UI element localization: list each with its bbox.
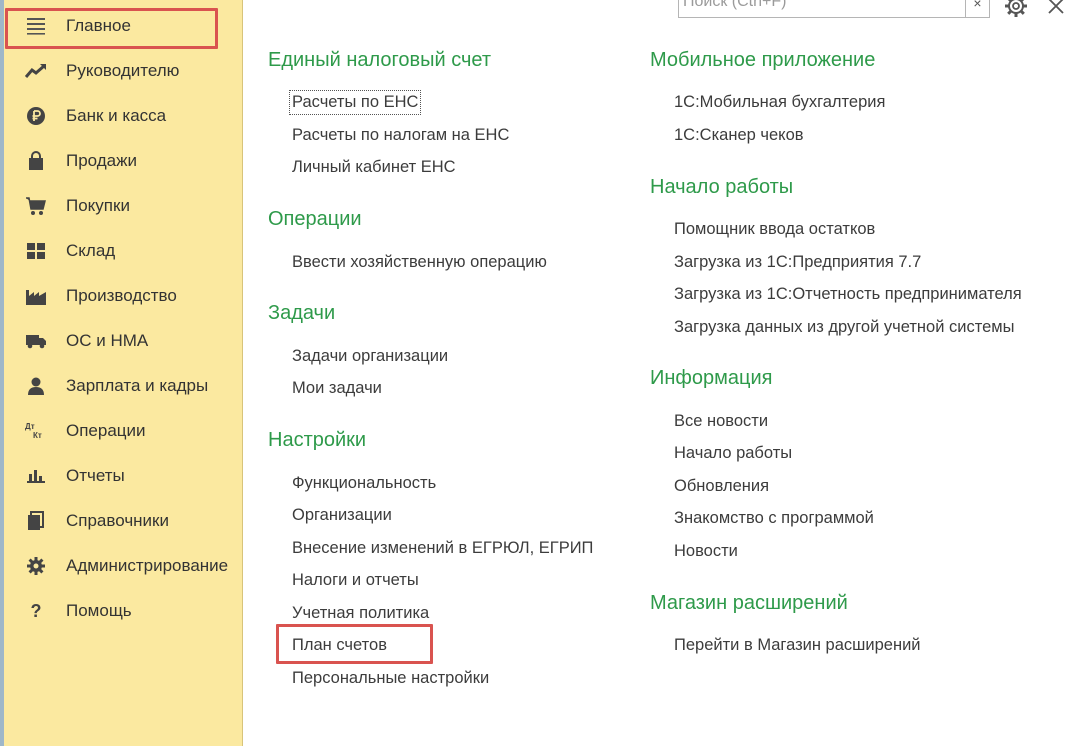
trend-chart-icon: [25, 61, 47, 81]
sidebar-item-label: Склад: [66, 241, 116, 260]
link-personal-settings[interactable]: Персональные настройки: [292, 669, 490, 687]
link-enter-operation[interactable]: Ввести хозяйственную операцию: [292, 253, 547, 271]
link-all-news[interactable]: Все новости: [674, 412, 769, 430]
sidebar-item-label: Администрирование: [66, 556, 229, 575]
sidebar-item-label: Главное: [66, 16, 131, 35]
sidebar-item-manager[interactable]: [8, 51, 240, 91]
section-title-tasks: Задачи: [268, 302, 336, 324]
sidebar-item-label: Отчеты: [66, 466, 125, 485]
books-icon: [25, 511, 47, 531]
section-title-ens: Единый налоговый счет: [268, 49, 492, 71]
section-title-settings: Настройки: [268, 429, 367, 451]
sidebar-item-operations[interactable]: [8, 411, 240, 451]
search-input[interactable]: [679, 0, 957, 15]
section-title-operations: Операции: [268, 208, 362, 230]
sidebar-item-label: Помощь: [66, 601, 132, 620]
section-title-getting-started: Начало работы: [650, 176, 794, 198]
link-go-to-store[interactable]: Перейти в Магазин расширений: [674, 636, 921, 654]
settings-gear-icon[interactable]: [1004, 0, 1028, 18]
sidebar-item-label: Справочники: [66, 511, 169, 530]
section-title-mobile: Мобильное приложение: [650, 49, 876, 71]
shopping-cart-icon: [25, 196, 47, 216]
ruble-coin-icon: [25, 106, 47, 126]
sidebar-item-label: Руководителю: [66, 61, 180, 80]
link-program-tour[interactable]: Знакомство с программой: [674, 509, 874, 527]
sidebar-item-label: Операции: [66, 421, 146, 440]
dt-label: Дт: [25, 422, 35, 431]
sidebar-item-main[interactable]: [8, 6, 240, 46]
link-balances-assistant[interactable]: Помощник ввода остатков: [674, 220, 876, 238]
factory-icon: [25, 286, 47, 306]
link-mobile-accounting[interactable]: 1С:Мобильная бухгалтерия: [674, 93, 886, 111]
truck-icon: [25, 331, 47, 351]
link-ens-settlements[interactable]: Расчеты по ЕНС: [292, 93, 419, 111]
link-chart-of-accounts[interactable]: План счетов: [292, 636, 387, 654]
sidebar-item-help[interactable]: [8, 591, 240, 631]
sidebar-item-label: Банк и касса: [66, 106, 167, 125]
link-organizations[interactable]: Организации: [292, 506, 392, 524]
sidebar-item-directories[interactable]: [8, 501, 240, 541]
shopping-bag-icon: [25, 151, 47, 171]
search-clear-button[interactable]: ×: [965, 0, 990, 18]
link-news[interactable]: Новости: [674, 542, 738, 560]
sidebar-item-salary[interactable]: [8, 366, 240, 406]
link-my-tasks[interactable]: Мои задачи: [292, 379, 382, 397]
dt-kt-icon: [25, 421, 47, 441]
section-title-information: Информация: [650, 367, 773, 389]
bar-chart-icon: [25, 466, 47, 486]
link-accounting-policy[interactable]: Учетная политика: [292, 604, 430, 622]
link-import-other-system[interactable]: Загрузка данных из другой учетной системы: [674, 318, 1015, 336]
sidebar-item-label: Продажи: [66, 151, 137, 170]
sidebar-item-label: Зарплата и кадры: [66, 376, 209, 395]
warehouse-grid-icon: [25, 241, 47, 261]
sidebar-item-reports[interactable]: [8, 456, 240, 496]
link-getting-started[interactable]: Начало работы: [674, 444, 793, 462]
sidebar-item-assets[interactable]: [8, 321, 240, 361]
link-import-77[interactable]: Загрузка из 1С:Предприятия 7.7: [674, 253, 922, 271]
sidebar-item-label: Производство: [66, 286, 177, 305]
gear-icon: [25, 556, 47, 576]
sections-sidebar: [4, 0, 243, 746]
sidebar-item-label: ОС и НМА: [66, 331, 149, 350]
link-receipt-scanner[interactable]: 1С:Сканер чеков: [674, 126, 804, 144]
sidebar-item-administration[interactable]: [8, 546, 240, 586]
link-egrul-changes[interactable]: Внесение изменений в ЕГРЮЛ, ЕГРИП: [292, 539, 594, 557]
link-ens-tax-settlements[interactable]: Расчеты по налогам на ЕНС: [292, 126, 510, 144]
link-taxes-reports[interactable]: Налоги и отчеты: [292, 571, 419, 589]
menu-lines-icon: [25, 16, 47, 36]
sidebar-item-bank[interactable]: [8, 96, 240, 136]
link-functionality[interactable]: Функциональность: [292, 474, 437, 492]
section-title-extensions-store: Магазин расширений: [650, 592, 848, 614]
kt-label: Кт: [33, 431, 42, 440]
link-updates[interactable]: Обновления: [674, 477, 770, 495]
search-box[interactable]: [678, 0, 966, 18]
link-import-entrepreneur[interactable]: Загрузка из 1С:Отчетность предпринимателя: [674, 285, 1022, 303]
close-icon[interactable]: [1046, 0, 1066, 16]
link-ens-cabinet[interactable]: Личный кабинет ЕНС: [292, 158, 456, 176]
sidebar-item-label: Покупки: [66, 196, 130, 215]
sidebar-item-production[interactable]: [8, 276, 240, 316]
link-org-tasks[interactable]: Задачи организации: [292, 347, 449, 365]
sidebar-item-warehouse[interactable]: [8, 231, 240, 271]
person-icon: [25, 376, 47, 396]
sidebar-item-purchases[interactable]: [8, 186, 240, 226]
question-icon: ?: [30, 600, 42, 621]
sidebar-item-sales[interactable]: [8, 141, 240, 181]
